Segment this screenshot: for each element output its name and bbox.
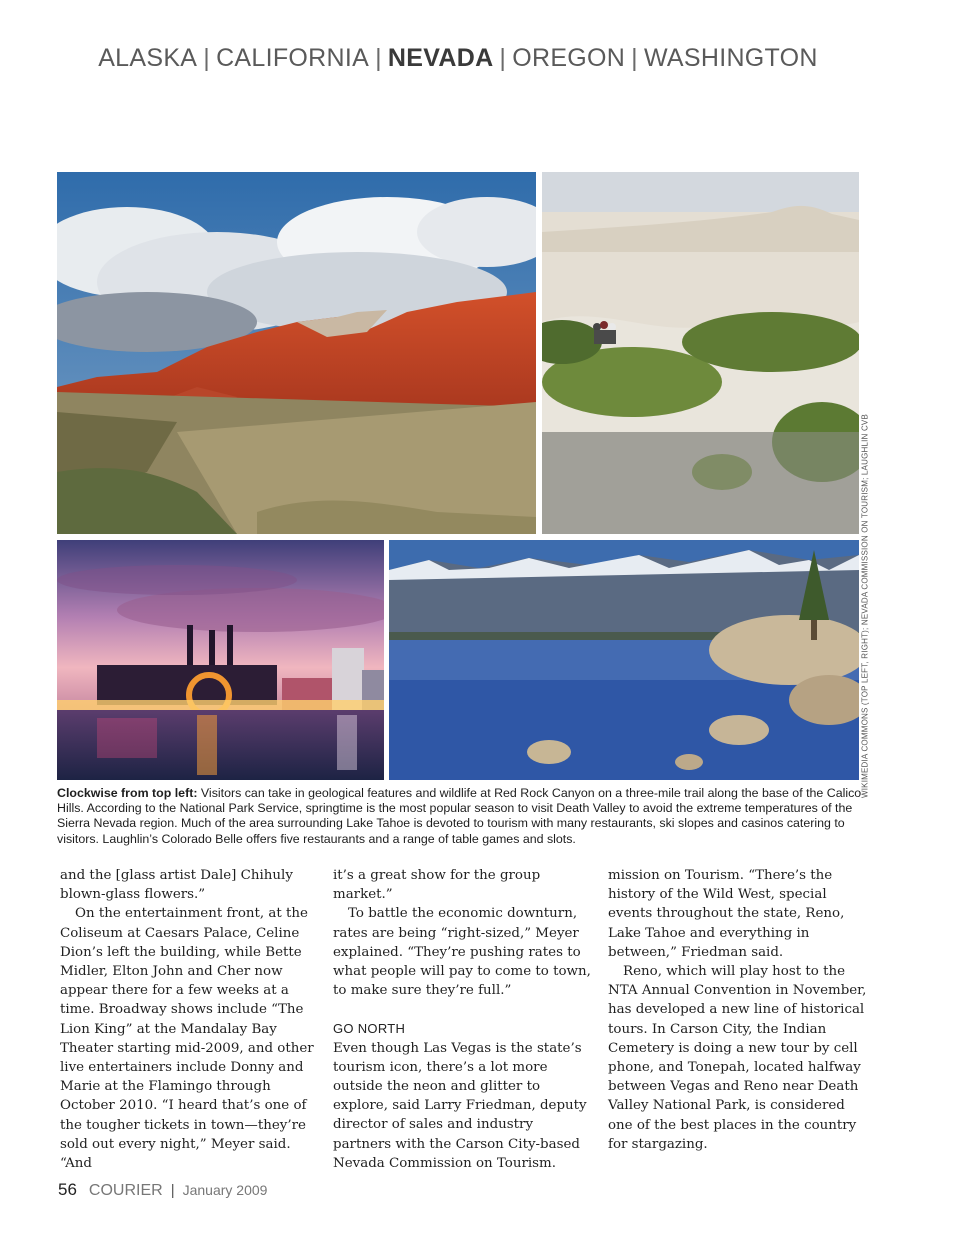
nav-separator: |: [499, 44, 507, 72]
nav-item-nevada: NEVADA: [387, 44, 494, 72]
page-number: 56: [58, 1180, 77, 1199]
paragraph: Reno, which will play host to the NTA Annual Convention in November, has developed a new line of historical tours. In Carson City, the Indian Cemetery is doing a new tour by cell phone, and Tonepah, located halfway between Vegas and Reno near Death Valley National Park, is considered one of the best places in the country for stargazing.: [608, 964, 867, 1152]
photo-caption: [57, 786, 862, 847]
nav-item-washington: WASHINGTON: [643, 44, 818, 72]
footer-separator: |: [170, 1182, 175, 1199]
state-navigation: [0, 44, 916, 73]
article-column-2: [333, 866, 595, 1173]
photo-credit: WIKIMEDIA COMMONS (TOP LEFT, RIGHT); NEVADA COMMISSION ON TOURISM; LAUGHLIN CVB: [860, 414, 870, 798]
paragraph: it’s a great show for the group market.”: [333, 868, 541, 903]
photo-lake-tahoe: [389, 540, 859, 780]
photo-red-rock-canyon: [57, 172, 536, 534]
issue-date: January 2009: [182, 1182, 268, 1198]
paragraph: Even though Las Vegas is the state’s tourism icon, there’s a lot more outside the neon and glitter to explore, said Larry Friedman, deputy director of sales and industry partners with the Carson City-based Nevada Commission on Tourism.: [333, 1040, 587, 1171]
article-column-3: [608, 866, 870, 1154]
paragraph: To battle the economic downturn, rates are being “right-sized,” Meyer explained. “They’re pushing rates to what people will pay to come to town, to make sure they’re full.”: [333, 906, 591, 999]
photo-laughlin-colorado-belle: [57, 540, 384, 780]
paragraph: On the entertainment front, at the Coliseum at Caesars Palace, Celine Dion’s left the building, while Bette Midler, Elton John and Cher now appear there for a few weeks at a time. Broadway shows include “The Lion King” at the Mandalay Bay Theater starting mid-2009, and other live entertainers include Donny and Marie at the Flamingo through October 2010. “I heard that’s one of the tougher tickets in town—they’re sold out every night,” Meyer said. “And: [60, 906, 314, 1172]
nav-separator: |: [631, 44, 638, 72]
nav-separator: |: [203, 44, 211, 72]
nav-item-oregon: OREGON: [512, 44, 626, 72]
caption-lead: Clockwise from top left:: [57, 786, 198, 800]
page-footer: [58, 1180, 267, 1200]
publication-name: COURIER: [88, 1182, 163, 1199]
nav-separator: |: [375, 44, 382, 72]
nav-item-california: CALIFORNIA: [216, 44, 370, 72]
photo-death-valley: [542, 172, 859, 534]
paragraph: and the [glass artist Dale] Chihuly blown-glass flowers.”: [60, 868, 293, 903]
subhead-go-north: GO NORTH: [333, 1021, 406, 1037]
nav-item-alaska: ALASKA: [98, 44, 198, 72]
article-column-1: [60, 866, 322, 1173]
caption-text: Visitors can take in geological features and wildlife at Red Rock Canyon on a three-mile trail along the base of the Calico Hills. According to the National Park Service, springtime is the most popular season to visit Death Valley to avoid the extreme temperatures of the Sierra Nevada region. Much of the area surrounding Lake Tahoe is devoted to tourism with many restaurants, ski slopes and casinos catering to visitors. Laughlin’s Colorado Belle offers five restaurants and a range of table games and slots.: [57, 786, 862, 846]
paragraph: mission on Tourism. “There’s the history of the Wild West, special events throughout the state, Reno, Lake Tahoe and everything in between,” Friedman said.: [608, 868, 845, 960]
